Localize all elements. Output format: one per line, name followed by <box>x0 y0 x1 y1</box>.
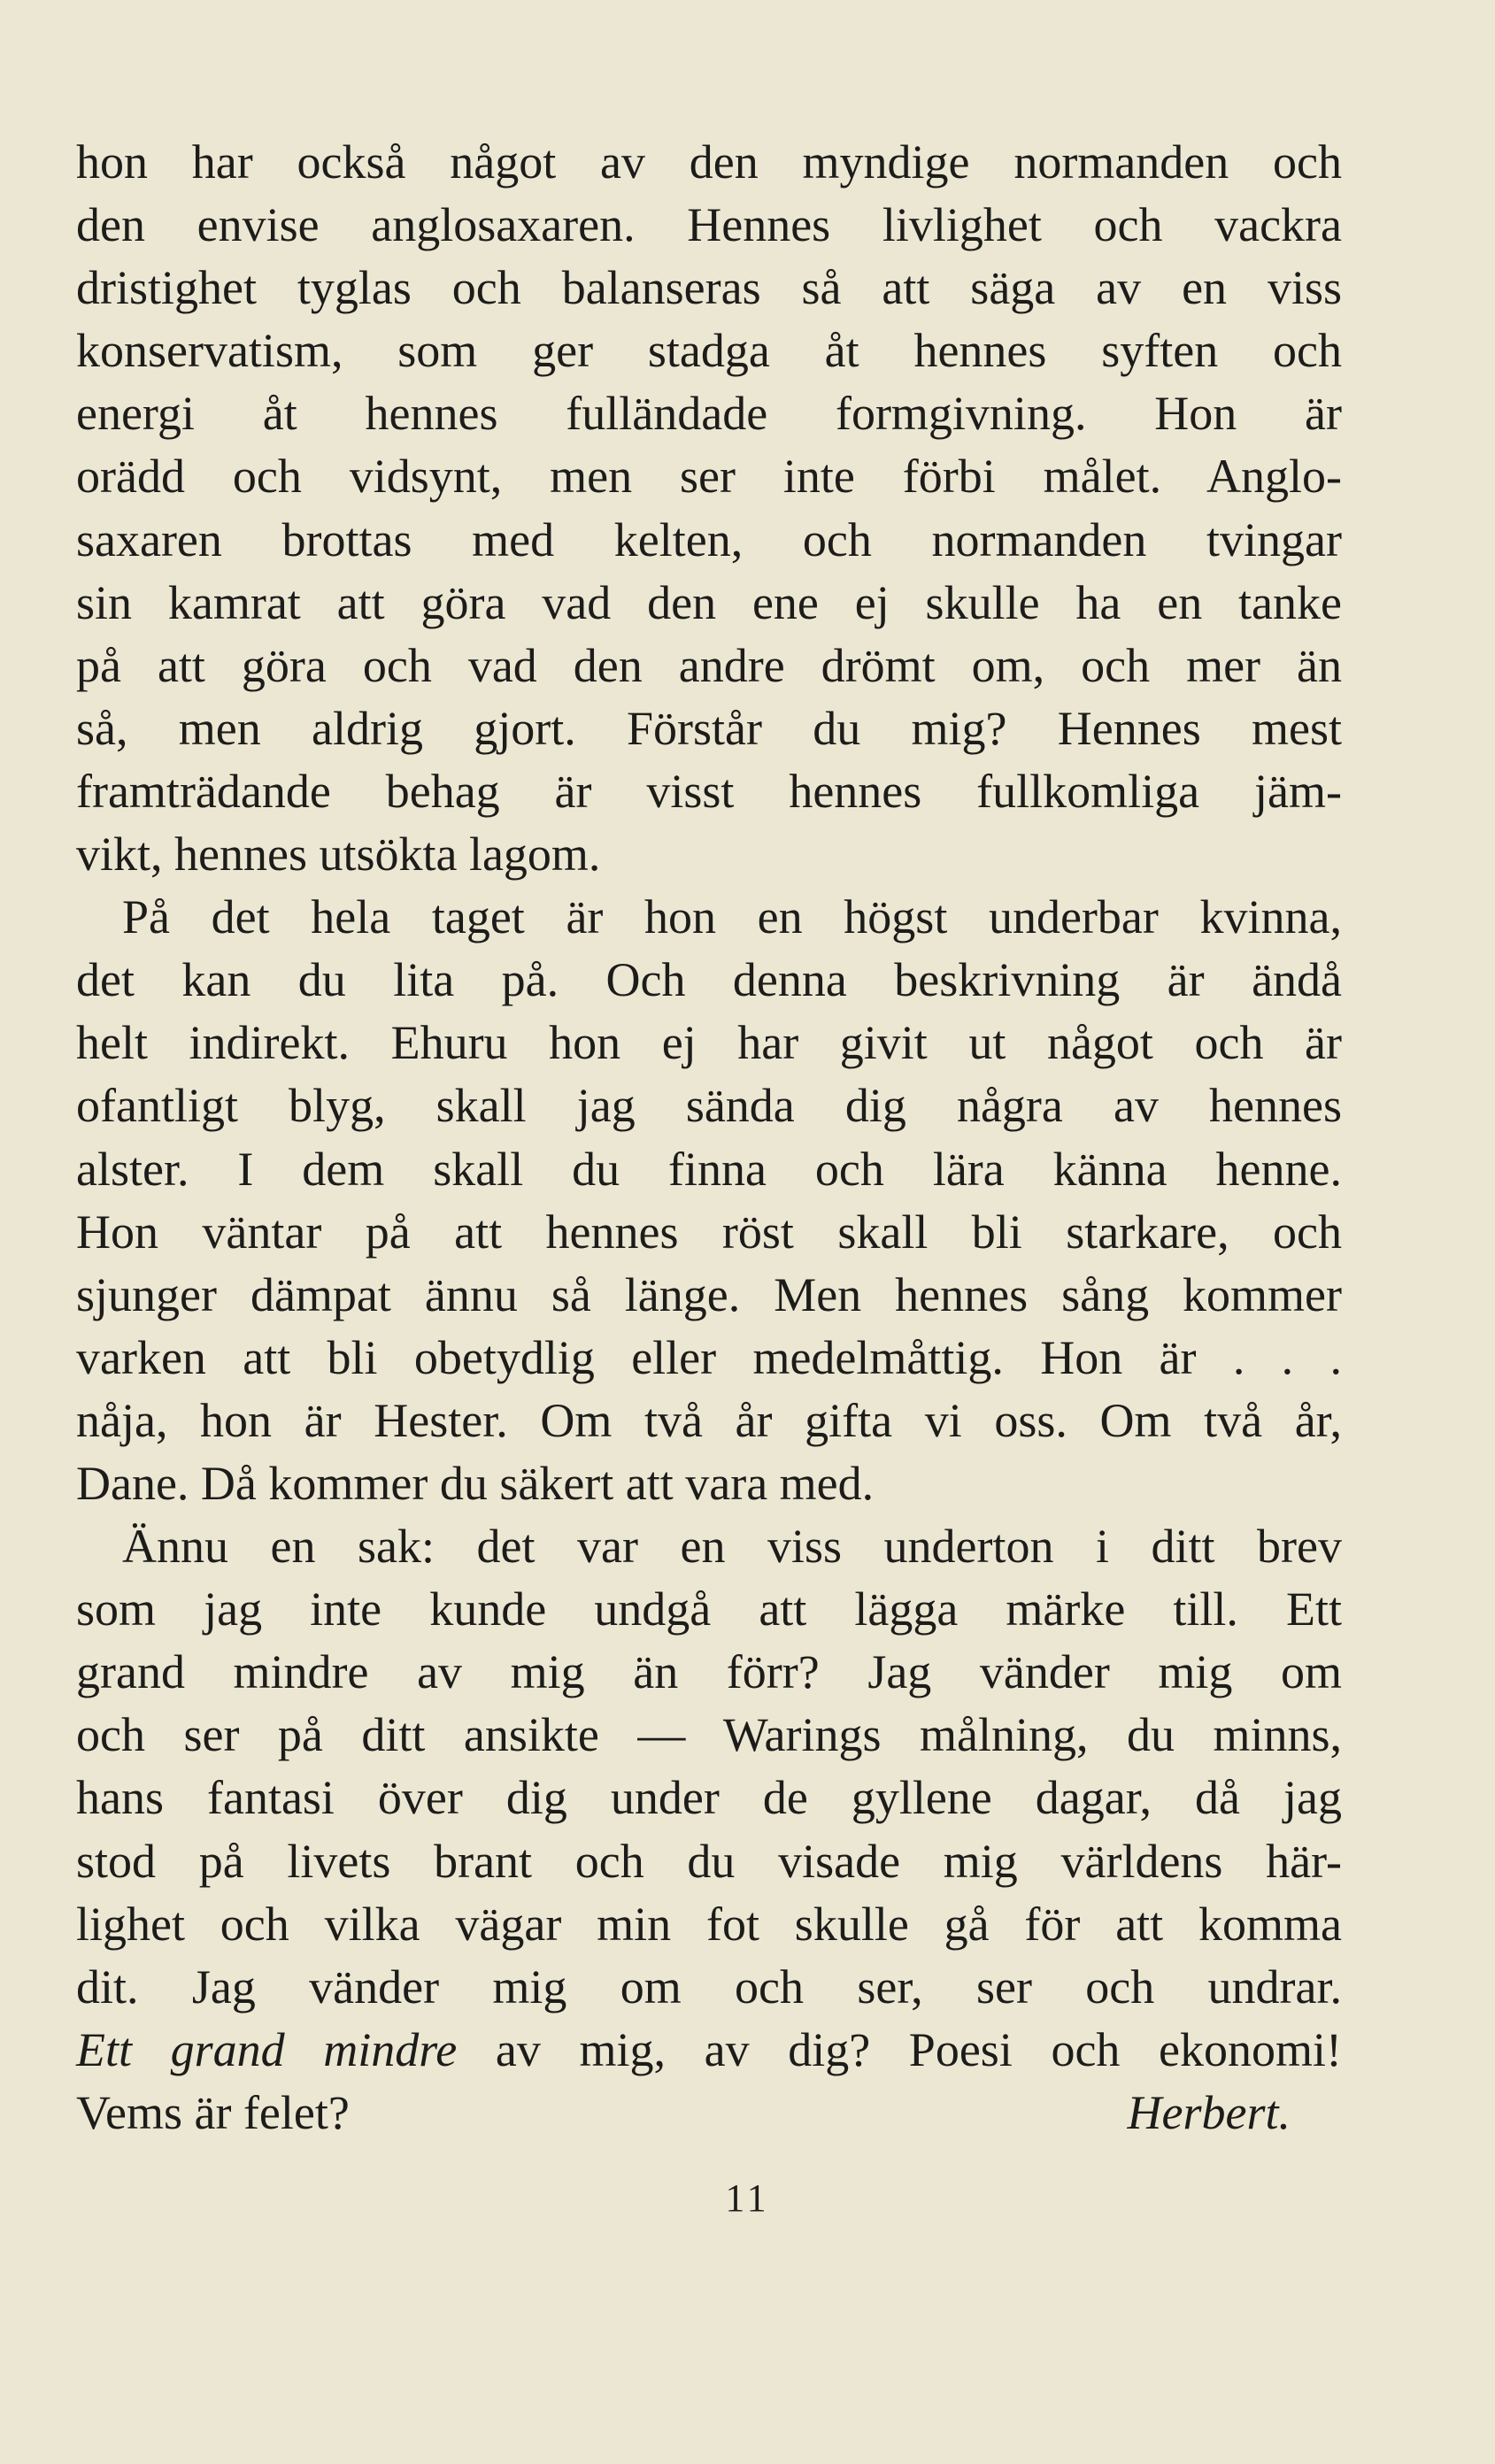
italic-phrase: Ett grand mindre <box>76 2022 458 2076</box>
text-line: Hon väntar på att hennes röst skall bli starkare, och <box>76 1205 1342 1259</box>
text-line: på att göra och vad den andre drömt om, och mer än <box>76 638 1342 692</box>
text-line: helt indirekt. Ehuru hon ej har givit ut något och är <box>76 1016 1342 1070</box>
text-line: orädd och vidsynt, men ser inte förbi målet. Anglo- <box>76 450 1342 504</box>
text-line: konservatism, som ger stadga åt hennes syften och <box>76 324 1342 378</box>
text-line: det kan du lita på. Och denna beskrivning är ändå <box>76 953 1342 1007</box>
text-line: alster. I dem skall du finna och lära känna henne. <box>76 1142 1342 1196</box>
text-line: hans fantasi över dig under de gyllene dagar, då jag <box>76 1771 1342 1825</box>
text-line: stod på livets brant och du visade mig världens här- <box>76 1834 1342 1888</box>
signature: Herbert. <box>1127 2085 1291 2139</box>
page-number: 11 <box>725 2176 770 2220</box>
text-line: nåja, hon är Hester. Om två år gifta vi oss. Om två år, <box>76 1393 1342 1447</box>
text-line: På det hela taget är hon en högst underbar kvinna, <box>122 890 1342 944</box>
text-line: varken att bli obetydlig eller medelmåttig. Hon är . . . <box>76 1330 1342 1384</box>
text-line: lighet och vilka vägar min fot skulle gå för att komma <box>76 1897 1342 1951</box>
text-line: framträdande behag är visst hennes fullkomliga jäm- <box>76 764 1342 818</box>
text-line: grand mindre av mig än förr? Jag vänder mig om <box>76 1645 1342 1699</box>
text-line: sjunger dämpat ännu så länge. Men hennes sång kommer <box>76 1267 1342 1321</box>
text-line: sin kamrat att göra vad den ene ej skulle ha en tanke <box>76 575 1342 629</box>
text-line: vikt, hennes utsökta lagom. <box>76 828 601 882</box>
closing-line <box>76 2082 1342 2144</box>
text-line: och ser på ditt ansikte — Warings målning, du minns, <box>76 1708 1342 1762</box>
text-line: den envise anglosaxaren. Hennes livlighet och vackra <box>76 198 1342 252</box>
text-line: dit. Jag vänder mig om och ser, ser och undrar. <box>76 1960 1342 2014</box>
closing-question: Vems är felet? <box>76 2085 350 2139</box>
text-line: ofantligt blyg, skall jag sända dig några av hennes <box>76 1079 1342 1133</box>
body-text <box>76 131 1342 2144</box>
text-line: Dane. Då kommer du säkert att vara med. <box>76 1456 875 1510</box>
line-remainder: av mig, av dig? Poesi och ekonomi! <box>457 2022 1343 2076</box>
text-line: som jag inte kunde undgå att lägga märke till. Ett <box>76 1582 1342 1636</box>
text-line: Ännu en sak: det var en viss underton i ditt brev <box>122 1520 1342 1574</box>
text-line: hon har också något av den myndige normanden och <box>76 135 1342 189</box>
text-line: energi åt hennes fulländade formgivning. Hon är <box>76 387 1342 441</box>
text-line: dristighet tyglas och balanseras så att säga av en viss <box>76 261 1342 315</box>
text-line-italic-start <box>76 2019 1342 2082</box>
text-line: så, men aldrig gjort. Förstår du mig? Hennes mest <box>76 701 1342 755</box>
text-line: saxaren brottas med kelten, och normanden tvingar <box>76 512 1342 566</box>
